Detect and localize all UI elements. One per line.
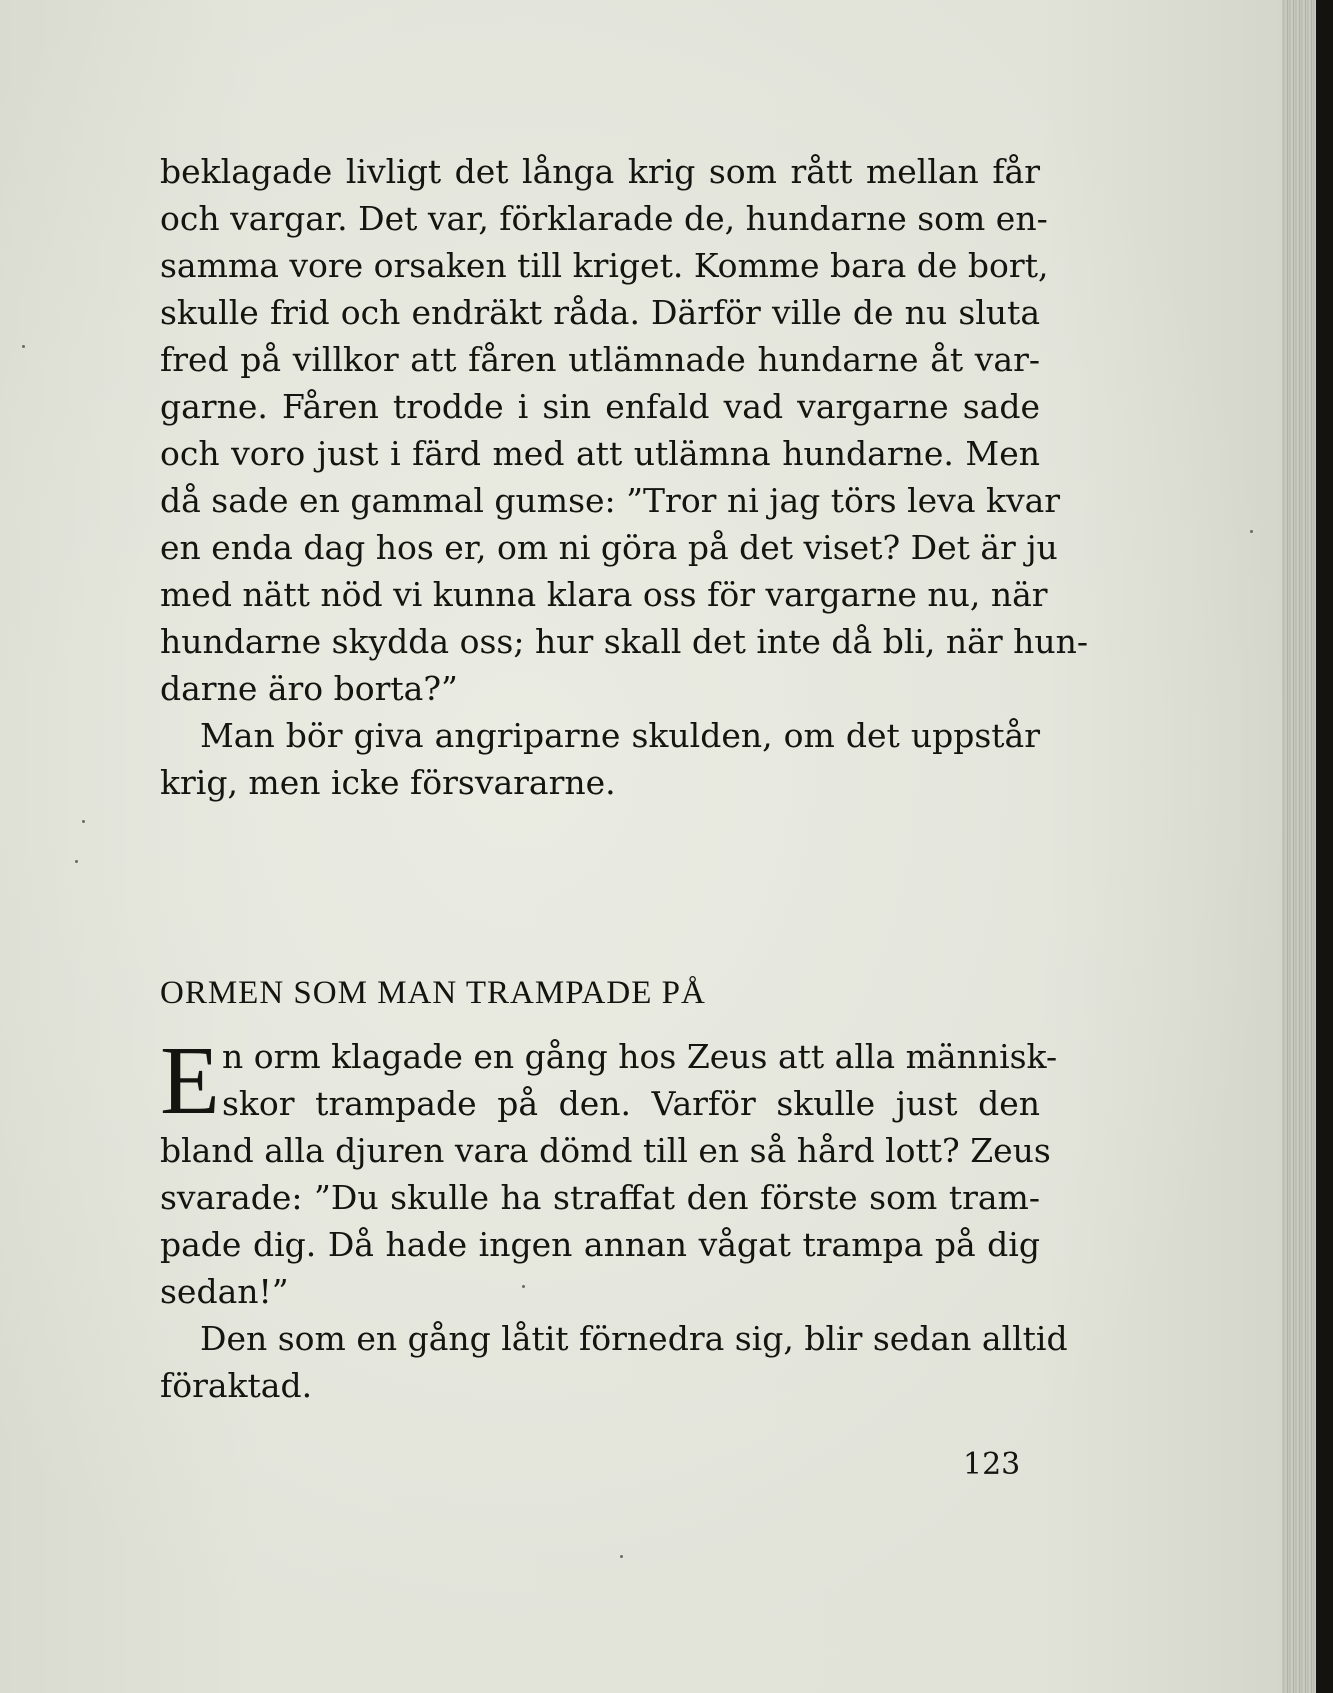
text-line: då sade en gammal gumse: ”Tror ni jag törs leva kvar: [160, 481, 1061, 520]
moral-line: föraktad.: [160, 1366, 313, 1405]
text-line: en enda dag hos er, om ni göra på det viset? Det är ju: [160, 528, 1058, 567]
text-line: bland alla djuren vara dömd till en så hård lott? Zeus: [160, 1131, 1051, 1170]
text-line: skor trampade på den. Varför skulle just den: [222, 1084, 1040, 1123]
text-line: skulle frid och endräkt råda. Därför ville de nu sluta: [160, 293, 1040, 332]
fable-story: [160, 1027, 1068, 1409]
text-line: pade dig. Då hade ingen annan vågat trampa på dig: [160, 1225, 1040, 1264]
text-line: samma vore orsaken till kriget. Komme bara de bort,: [160, 246, 1049, 285]
text-line: sedan!”: [160, 1272, 289, 1311]
paper-speck: [22, 345, 25, 348]
paper-speck: [620, 1555, 623, 1558]
drop-cap: E: [160, 1027, 220, 1135]
text-line: garne. Fåren trodde i sin enfald vad vargarne sade: [160, 387, 1040, 426]
text-line: fred på villkor att fåren utlämnade hundarne åt var-: [160, 340, 1040, 379]
paper-speck: [82, 820, 85, 823]
text-line: och vargar. Det var, förklarade de, hundarne som en-: [160, 199, 1048, 238]
dropcap-paragraph: [160, 1027, 1058, 1135]
text-line: och voro just i färd med att utlämna hundarne. Men: [160, 434, 1040, 473]
text-line: svarade: ”Du skulle ha straffat den förste som tram-: [160, 1178, 1040, 1217]
paper-speck: [522, 1285, 525, 1288]
paper-speck: [1250, 530, 1253, 533]
paper-speck: [75, 860, 78, 863]
text-line: n orm klagade en gång hos Zeus att alla människ-: [222, 1037, 1058, 1076]
moral-line: Man bör giva angriparne skulden, om det uppstår: [200, 716, 1040, 755]
page-number: 123: [963, 1447, 1021, 1482]
page-stack-edge: [1282, 0, 1316, 1693]
text-line: darne äro borta?”: [160, 669, 458, 708]
text-line: med nätt nöd vi kunna klara oss för vargarne nu, när: [160, 575, 1048, 614]
story-title: ORMEN SOM MAN TRAMPADE PÅ: [160, 975, 706, 1011]
text-line: beklagade livligt det långa krig som rått mellan får: [160, 152, 1040, 191]
moral-line: krig, men icke försvararne.: [160, 763, 616, 802]
moral-line: Den som en gång låtit förnedra sig, blir sedan alltid: [200, 1319, 1068, 1358]
book-cover-edge: [1316, 0, 1333, 1693]
fable-continuation: [160, 148, 1089, 806]
text-line: hundarne skydda oss; hur skall det inte då bli, när hun-: [160, 622, 1089, 661]
